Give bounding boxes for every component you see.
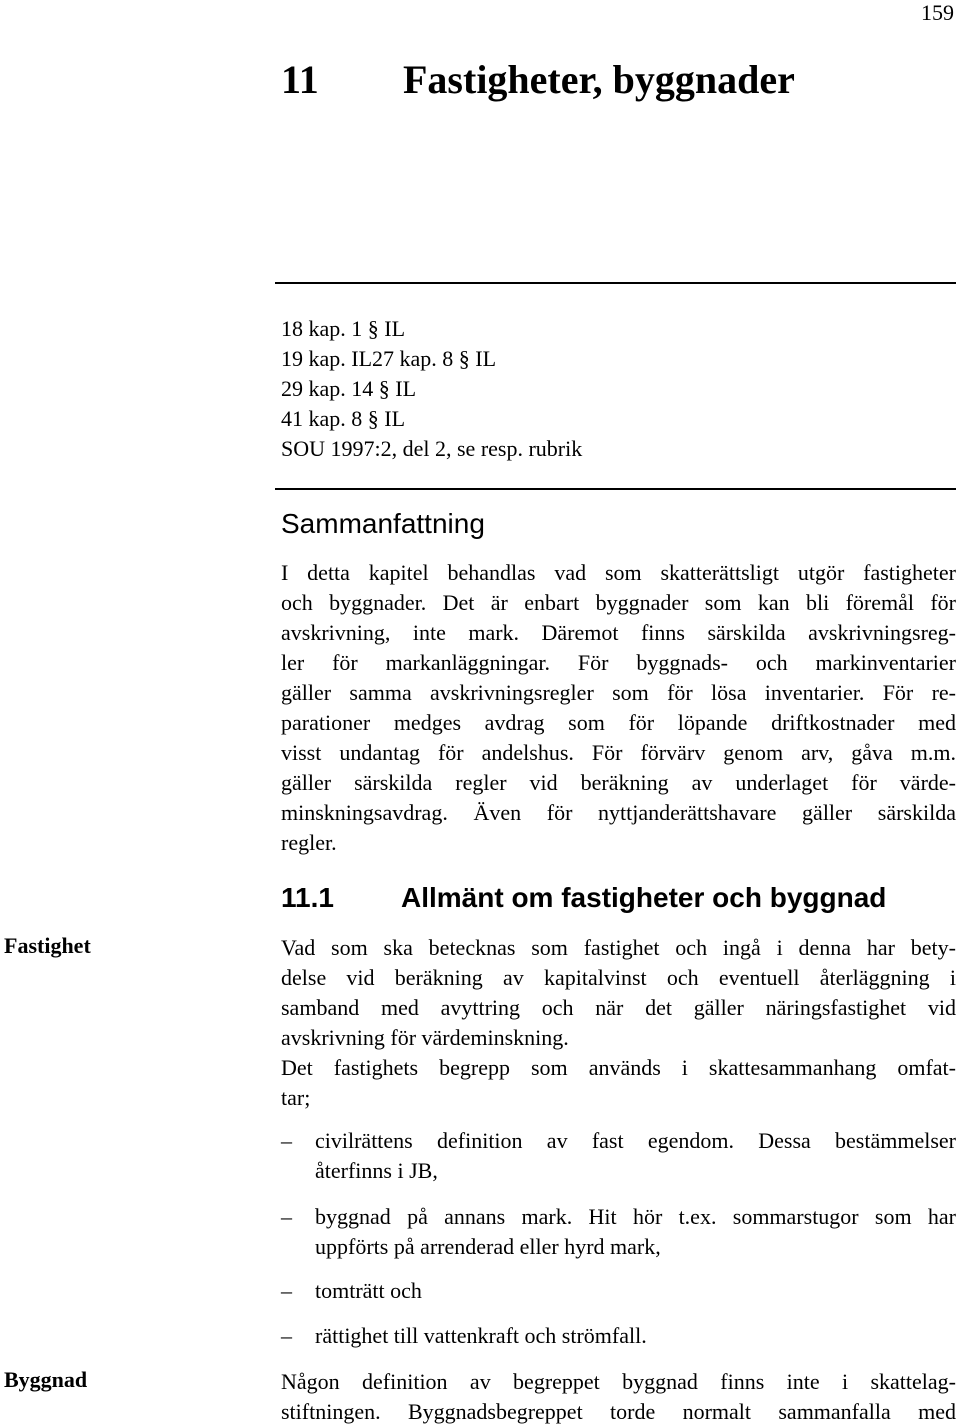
summary-line: och byggnader. Det är enbart byggnader som kan bli föremål för — [281, 590, 956, 615]
paragraph-line: avskrivning för värdeminskning. — [281, 1025, 569, 1050]
dash-bullet: – — [281, 1278, 292, 1303]
summary-line: minskningsavdrag. Även för nyttjanderättshavare gäller särskilda — [281, 800, 956, 825]
paragraph-line: delse vid beräkning av kapitalvinst och eventuell återläggning i — [281, 965, 956, 990]
section-heading — [281, 882, 886, 914]
chapter-number: 11 — [281, 57, 319, 102]
list-item-line: återfinns i JB, — [315, 1158, 438, 1183]
paragraph-line: Vad som ska betecknas som fastighet och ingå i denna har bety- — [281, 935, 956, 960]
paragraph-line: Det fastighets begrepp som används i skattesammanhang omfat- — [281, 1055, 956, 1080]
top-divider — [275, 282, 956, 284]
dash-bullet: – — [281, 1128, 292, 1153]
reference-line: 19 kap. IL27 kap. 8 § IL — [281, 346, 497, 371]
list-item — [281, 1126, 956, 1186]
chapter-title-text: Fastigheter, byggnader — [403, 57, 795, 102]
paragraph-line: Någon definition av begreppet byggnad finns inte i skattelag- — [281, 1369, 956, 1394]
paragraph-line: tar; — [281, 1085, 311, 1110]
list-item-line: byggnad på annans mark. Hit hör t.ex. sommarstugor som har — [315, 1204, 956, 1229]
summary-line: avskrivning, inte mark. Däremot finns särskilda avskrivningsreg- — [281, 620, 956, 645]
summary-line: visst undantag för andelshus. För förvärv genom arv, gåva m.m. — [281, 740, 956, 765]
summary-line: regler. — [281, 830, 337, 855]
margin-note-byggnad: Byggnad — [4, 1367, 88, 1392]
summary-paragraph — [281, 558, 956, 858]
references-divider — [275, 488, 956, 490]
section-title: Allmänt om fastigheter och byggnad — [401, 882, 887, 913]
legal-references — [281, 314, 582, 464]
page-number: 159 — [921, 0, 954, 25]
list-item — [281, 1276, 956, 1306]
reference-line: SOU 1997:2, del 2, se resp. rubrik — [281, 436, 583, 461]
list-item — [281, 1202, 956, 1262]
summary-line: I detta kapitel behandlas vad som skatterättsligt utgör fastigheter — [281, 560, 956, 585]
list-item-line: civilrättens definition av fast egendom. Dessa bestämmelser — [315, 1128, 956, 1153]
list-item-line: uppförts på arrenderad eller hyrd mark, — [315, 1234, 661, 1259]
margin-note-fastighet: Fastighet — [4, 933, 91, 958]
summary-line: gäller samma avskrivningsregler som för lösa inventarier. För re- — [281, 680, 956, 705]
reference-line: 29 kap. 14 § IL — [281, 376, 417, 401]
paragraph-line: stiftningen. Byggnadsbegreppet torde normalt sammanfalla med — [281, 1399, 956, 1424]
section-number: 11.1 — [281, 882, 334, 913]
reference-line: 18 kap. 1 § IL — [281, 316, 406, 341]
summary-line: ler för markanläggningar. För byggnads- och markinventarier — [281, 650, 956, 675]
list-item — [281, 1321, 956, 1351]
summary-line: gäller särskilda regler vid beräkning av underlaget för värde- — [281, 770, 956, 795]
reference-line: 41 kap. 8 § IL — [281, 406, 406, 431]
summary-heading: Sammanfattning — [281, 508, 485, 539]
chapter-title — [281, 56, 795, 103]
dash-bullet: – — [281, 1323, 292, 1348]
paragraph-line: samband med avyttring och när det gäller näringsfastighet vid — [281, 995, 956, 1020]
dash-bullet: – — [281, 1204, 292, 1229]
summary-line: parationer medges avdrag som för löpande driftkostnader med — [281, 710, 956, 735]
list-item-line: tomträtt och — [315, 1278, 422, 1303]
paragraph-byggnad — [281, 1367, 956, 1427]
paragraph-fastighet — [281, 933, 956, 1113]
list-item-line: rättighet till vattenkraft och strömfall. — [315, 1323, 647, 1348]
